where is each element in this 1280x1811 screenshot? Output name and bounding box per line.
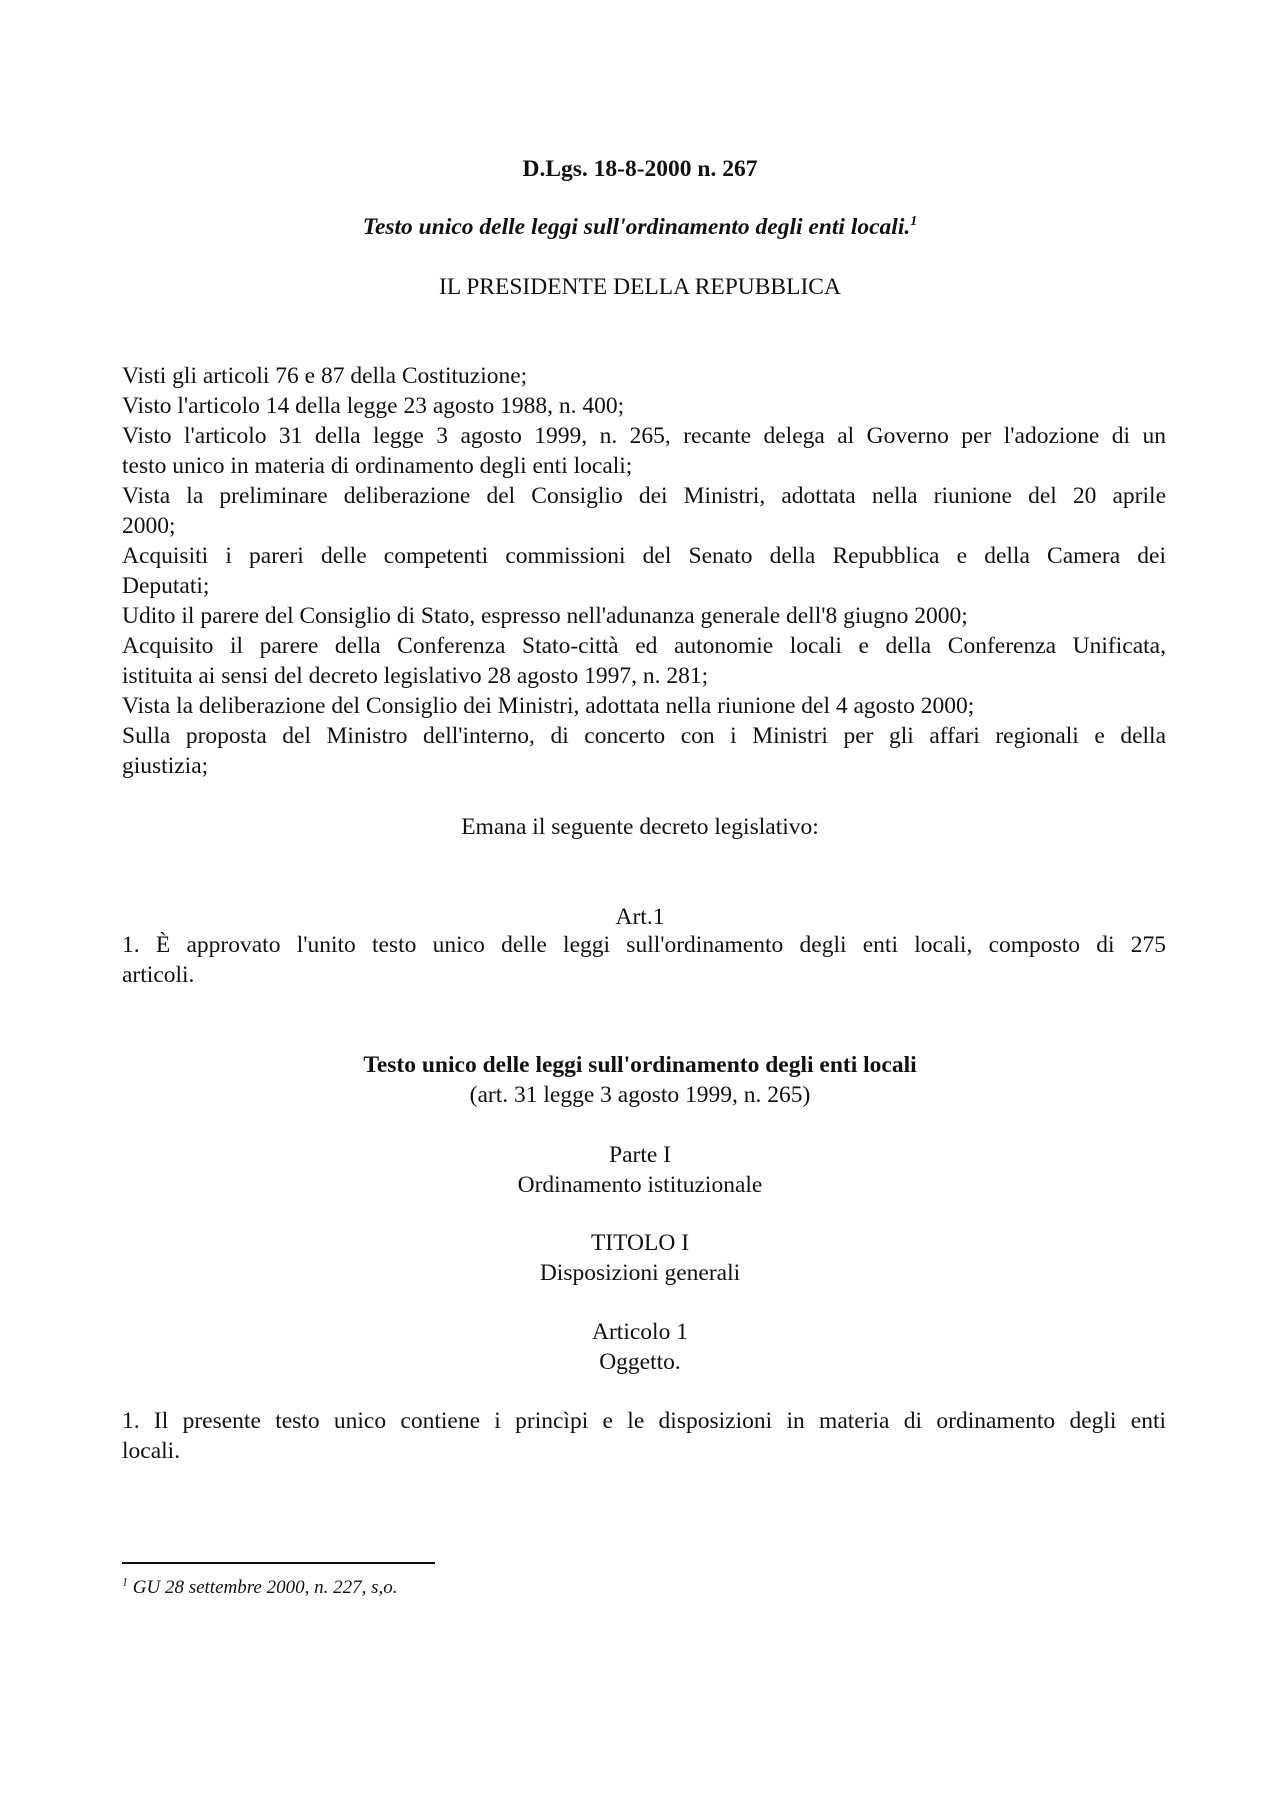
- footnote-text: GU 28 settembre 2000, n. 227, s,o.: [132, 1577, 398, 1598]
- articolo1-line: locali.: [122, 1438, 181, 1464]
- preamble-line: 2000;: [122, 513, 176, 539]
- preamble-line: Vista la preliminare deliberazione del Consiglio dei Ministri, adottata nella riunione del 20 aprile: [122, 483, 1166, 509]
- articolo-label: Articolo 1: [592, 1319, 688, 1345]
- art1-line: articoli.: [122, 962, 195, 988]
- art1-text: [122, 930, 1166, 990]
- testo-unico-title: Testo unico delle leggi sull'ordinamento degli enti locali: [363, 1052, 917, 1078]
- art1-line: 1. È approvato l'unito testo unico delle leggi sull'ordinamento degli enti locali, composto di 275: [122, 932, 1166, 958]
- footnote: [122, 1576, 398, 1600]
- footnote-divider: [122, 1562, 435, 1564]
- issuer-heading: IL PRESIDENTE DELLA REPUBBLICA: [439, 274, 841, 300]
- parte-title: Ordinamento istituzionale: [517, 1172, 763, 1198]
- art1-heading: Art.1: [615, 904, 665, 930]
- titolo-title: Disposizioni generali: [539, 1260, 741, 1286]
- preamble-line: testo unico in materia di ordinamento degli enti locali;: [122, 453, 633, 479]
- preamble-line: Deputati;: [122, 573, 210, 599]
- testo-unico-reference: (art. 31 legge 3 agosto 1999, n. 265): [469, 1082, 811, 1108]
- parte-label: Parte I: [609, 1142, 671, 1168]
- preamble-line: Vista la deliberazione del Consiglio dei Ministri, adottata nella riunione del 4 agosto 2000;: [122, 693, 975, 719]
- decree-subtitle-text: Testo unico delle leggi sull'ordinamento degli enti locali.: [362, 214, 911, 240]
- decree-subtitle: [0, 212, 1280, 242]
- articolo1-line: 1. Il presente testo unico contiene i princìpi e le disposizioni in materia di ordinamento degli enti: [122, 1408, 1166, 1434]
- preamble-line: Udito il parere del Consiglio di Stato, espresso nell'adunanza generale dell'8 giugno 2000;: [122, 603, 968, 629]
- preamble-line: Sulla proposta del Ministro dell'interno, di concerto con i Ministri per gli affari regionali e della: [122, 723, 1166, 749]
- preamble-line: Visti gli articoli 76 e 87 della Costituzione;: [122, 363, 528, 389]
- preamble-line: giustizia;: [122, 753, 209, 779]
- preamble-line: Acquisito il parere della Conferenza Stato-città ed autonomie locali e della Conferenza Unificata,: [122, 633, 1166, 659]
- articolo1-paragraph: [122, 1406, 1166, 1466]
- preamble-line: Visto l'articolo 14 della legge 23 agosto 1988, n. 400;: [122, 393, 625, 419]
- decree-title: D.Lgs. 18-8-2000 n. 267: [522, 156, 758, 182]
- enactment-clause: Emana il seguente decreto legislativo:: [461, 814, 819, 840]
- preamble-line: Visto l'articolo 31 della legge 3 agosto 1999, n. 265, recante delega al Governo per l'adozione di un: [122, 423, 1166, 449]
- footnote-mark: 1: [122, 1574, 128, 1589]
- preamble-line: istituita ai sensi del decreto legislativo 28 agosto 1997, n. 281;: [122, 663, 709, 689]
- titolo-label: TITOLO I: [590, 1230, 690, 1256]
- footnote-reference: 1: [910, 214, 918, 230]
- preamble-line: Acquisiti i pareri delle competenti commissioni del Senato della Repubblica e della Camera dei: [122, 543, 1166, 569]
- preamble: [122, 361, 1166, 781]
- articolo-title: Oggetto.: [599, 1349, 681, 1375]
